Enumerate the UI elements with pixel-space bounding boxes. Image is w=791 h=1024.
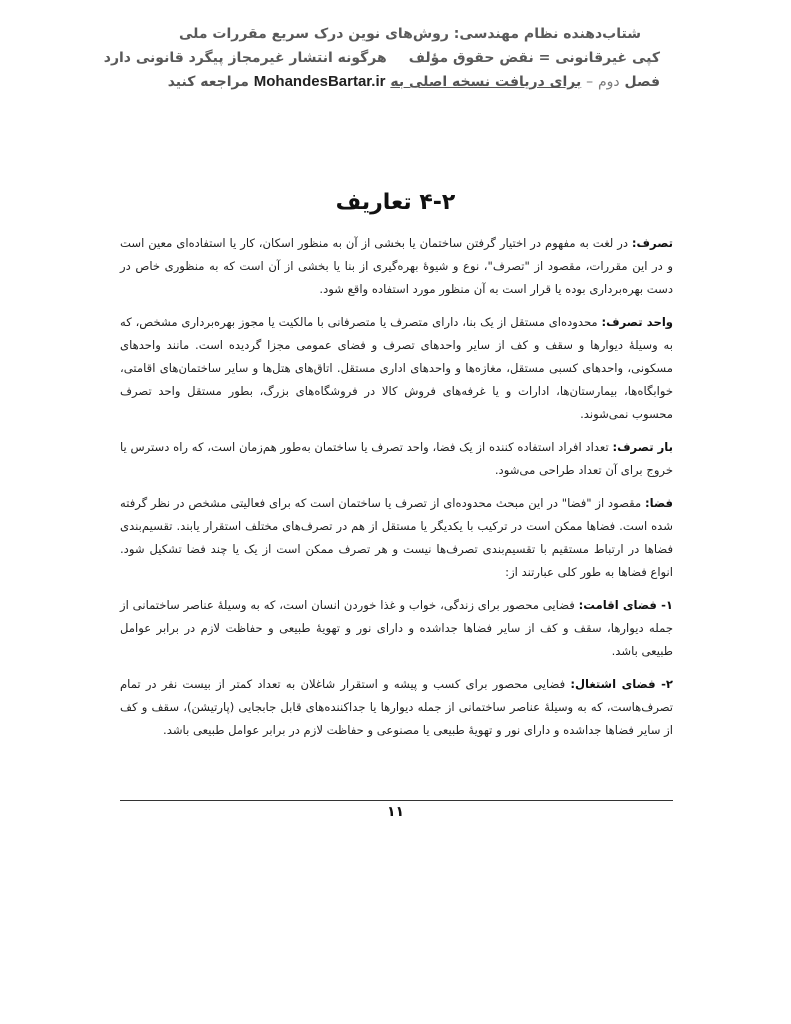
source-suffix: مراجعه کنید (167, 74, 249, 90)
source-prefix: برای دریافت نسخه اصلی به (390, 74, 582, 90)
definition-term: تصرف: (631, 236, 673, 250)
definition-term: بار تصرف: (612, 440, 674, 454)
footer-divider (120, 800, 673, 801)
chapter-dash: – (586, 74, 594, 90)
legal-notice: هرگونه انتشار غیرمجاز پیگرد قانونی دارد (103, 50, 387, 66)
definition-occupant-load (120, 436, 673, 482)
document-body (120, 232, 673, 752)
definition-occupiable-space (120, 673, 673, 742)
chapter-prefix: فصل (624, 74, 660, 90)
page-number: ۱۱ (386, 804, 405, 820)
section-title: ۴-۲ تعاریف (335, 190, 456, 215)
definition-text: فضایی محصور برای زندگی، خواب و غذا خوردن انسان است، که به وسیلهٔ عناصر ساختمانی از جمله دیوارها، سقف و کف از سایر فضاها جداشده و دارای نور و تهویهٔ طبیعی و حفاظت لازم در برابر عوامل طبیعی باشد. (120, 598, 673, 658)
header-line-source (160, 70, 660, 94)
definition-text: در لغت به مفهوم در اختیار گرفتن ساختمان یا بخشی از آن به منظور اسکان، کار یا استفاده‌ای معین است و در این مقررات، مقصود از "تصرف"، نوع و شیوهٔ بهره‌گیری از بنا یا بخشی از آن است که به منظوری خاص در دست بهره‌برداری بوده یا قرار است به آن منظور مورد استفاده واقع شود. (120, 236, 673, 296)
header-line-copyright (103, 46, 660, 70)
chapter-number: دوم (597, 74, 620, 90)
definition-space (120, 492, 673, 584)
definition-term: ۲- فضای اشتغال: (570, 677, 673, 691)
header-line-title: شتاب‌دهنده نظام مهندسی: روش‌های نوین درک سریع مقررات ملی (179, 26, 641, 42)
definition-text: تعداد افراد استفاده کننده از یک فضا، واحد تصرف یا ساختمان به‌طور هم‌زمان است، که راه دسترس یا خروج برای آن تعداد طراحی می‌شود. (120, 440, 673, 477)
copyright-notice: کپی غیرقانونی = نقض حقوق مؤلف (408, 50, 660, 66)
page-header (103, 22, 660, 94)
definition-text: فضایی محصور برای کسب و پیشه و استقرار شاغلان به تعداد کمتر از بیست نفر در تمام تصرف‌هاست، که به وسیلهٔ عناصر ساختمانی از جمله دیوارها یا جداکننده‌های قابل جابجایی (پارتیشن)، سقف و کف از سایر فضاها جداشده و دارای نور و تهویهٔ طبیعی یا مصنوعی و حفاظت لازم در برابر عوامل طبیعی باشد. (120, 677, 673, 737)
definition-term: فضا: (644, 496, 673, 510)
definition-occupancy (120, 232, 673, 301)
definition-term: واحد تصرف: (601, 315, 673, 329)
definition-term: ۱- فضای اقامت: (578, 598, 673, 612)
definition-text: محدوده‌ای مستقل از یک بنا، دارای متصرف یا متصرفانی با مالکیت یا مجوز بهره‌برداری مشخص، که به وسیلهٔ دیوارها و سقف و کف از سایر واحدهای تصرف و فضای عمومی مجزا گردیده است. مانند واحدهای مسکونی، واحدهای کسبی مستقل، مغازه‌ها و واحدهای اداری مستقل. اتاق‌های هتل‌ها و سایر ساختمان‌های اقامتی، خوابگاه‌ها، بیمارستان‌ها، ادارات و یا غرفه‌های فروش کالا در فروشگاه‌های بزرگ، بطور مستقل واحد تصرف محسوب نمی‌شوند. (120, 315, 673, 421)
definition-habitable-space (120, 594, 673, 663)
definition-text: مقصود از "فضا" در این مبحث محدوده‌ای از تصرف یا ساختمان است که برای فعالیتی مشخص در نظر گرفته شده است. فضاها ممکن است در ترکیب با یکدیگر یا مستقل از هم در تصرف‌های مختلف استقرار یابند. تقسیم‌بندی فضاها در ارتباط مستقیم با تقسیم‌بندی تصرف‌ها نیست و هر تصرف ممکن است از یک یا چند فضا تشکیل شود. انواع فضاها به طور کلی عبارتند از: (120, 496, 673, 579)
definition-occupancy-unit (120, 311, 673, 426)
source-site-link[interactable]: MohandesBartar.ir (253, 73, 386, 90)
